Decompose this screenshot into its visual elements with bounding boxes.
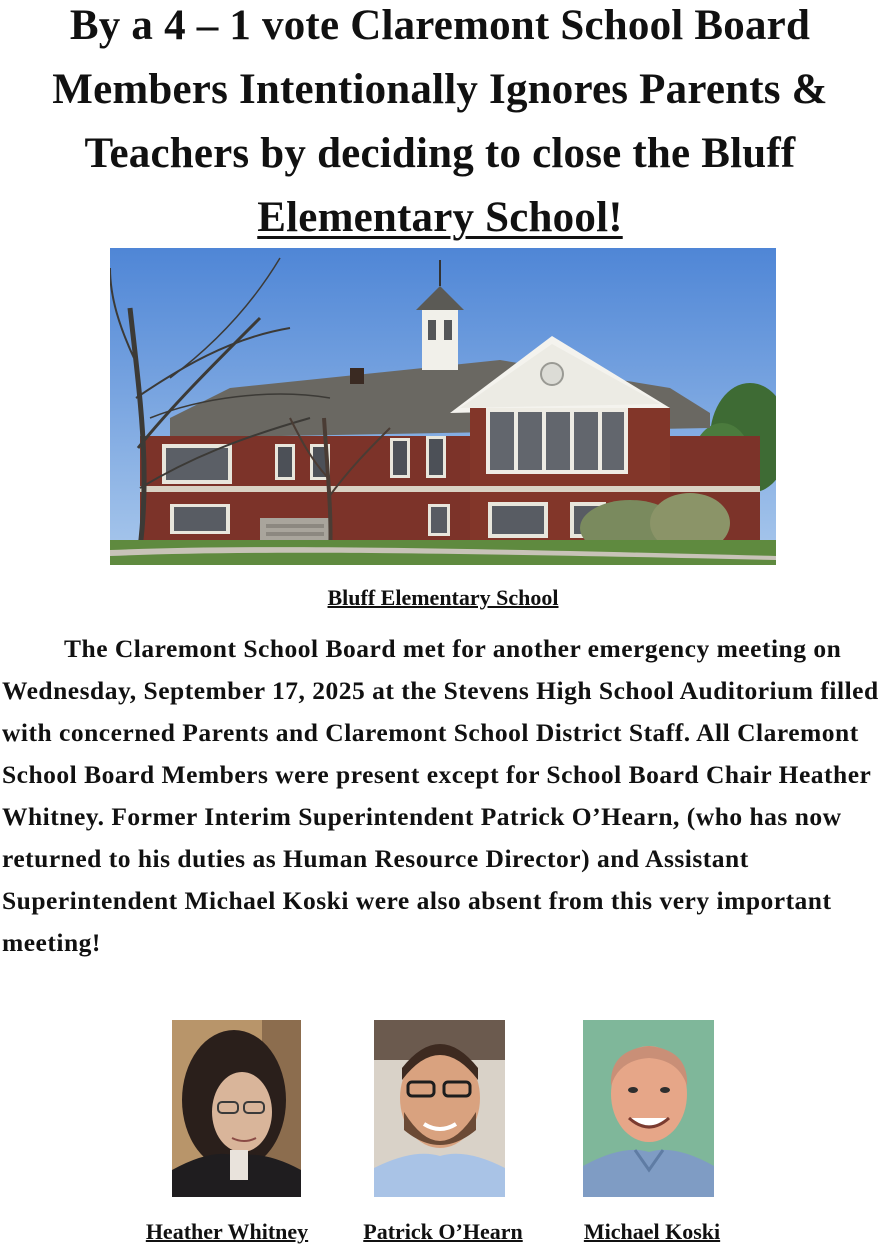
portrait-patrick-ohearn [374,1020,505,1197]
headline [0,0,880,250]
school-photo [110,248,776,565]
name-patrick-ohearn: Patrick O’Hearn [363,1219,523,1244]
name-heather-whitney: Heather Whitney [145,1219,309,1244]
name-michael-koski: Michael Koski [583,1219,721,1244]
article-paragraph [2,628,880,964]
headline-text: By a 4 – 1 vote Claremont School Board Members Intentionally Ignores Parents & Teachers by deciding to close the Bluff [52,2,828,177]
portrait-michael-koski [583,1020,714,1197]
portrait-heather-whitney [172,1020,301,1197]
photo-caption: Bluff Elementary School [327,585,559,610]
headline-underlined-text: Elementary School! [257,194,623,241]
article-text: The Claremont School Board met for another emergency meeting on Wednesday, September 17, 2025 at the Stevens High School Auditorium filled with concerned Parents and Claremont School District Staff. All Claremont School Board Members were present except for School Board Chair Heather Whitney. Former Interim Superintendent Patrick O’Hearn, (who has now returned to his duties as Human Resource Director) and Assistant Superintendent Michael Koski were also absent from this very important meeting! [2,634,879,957]
